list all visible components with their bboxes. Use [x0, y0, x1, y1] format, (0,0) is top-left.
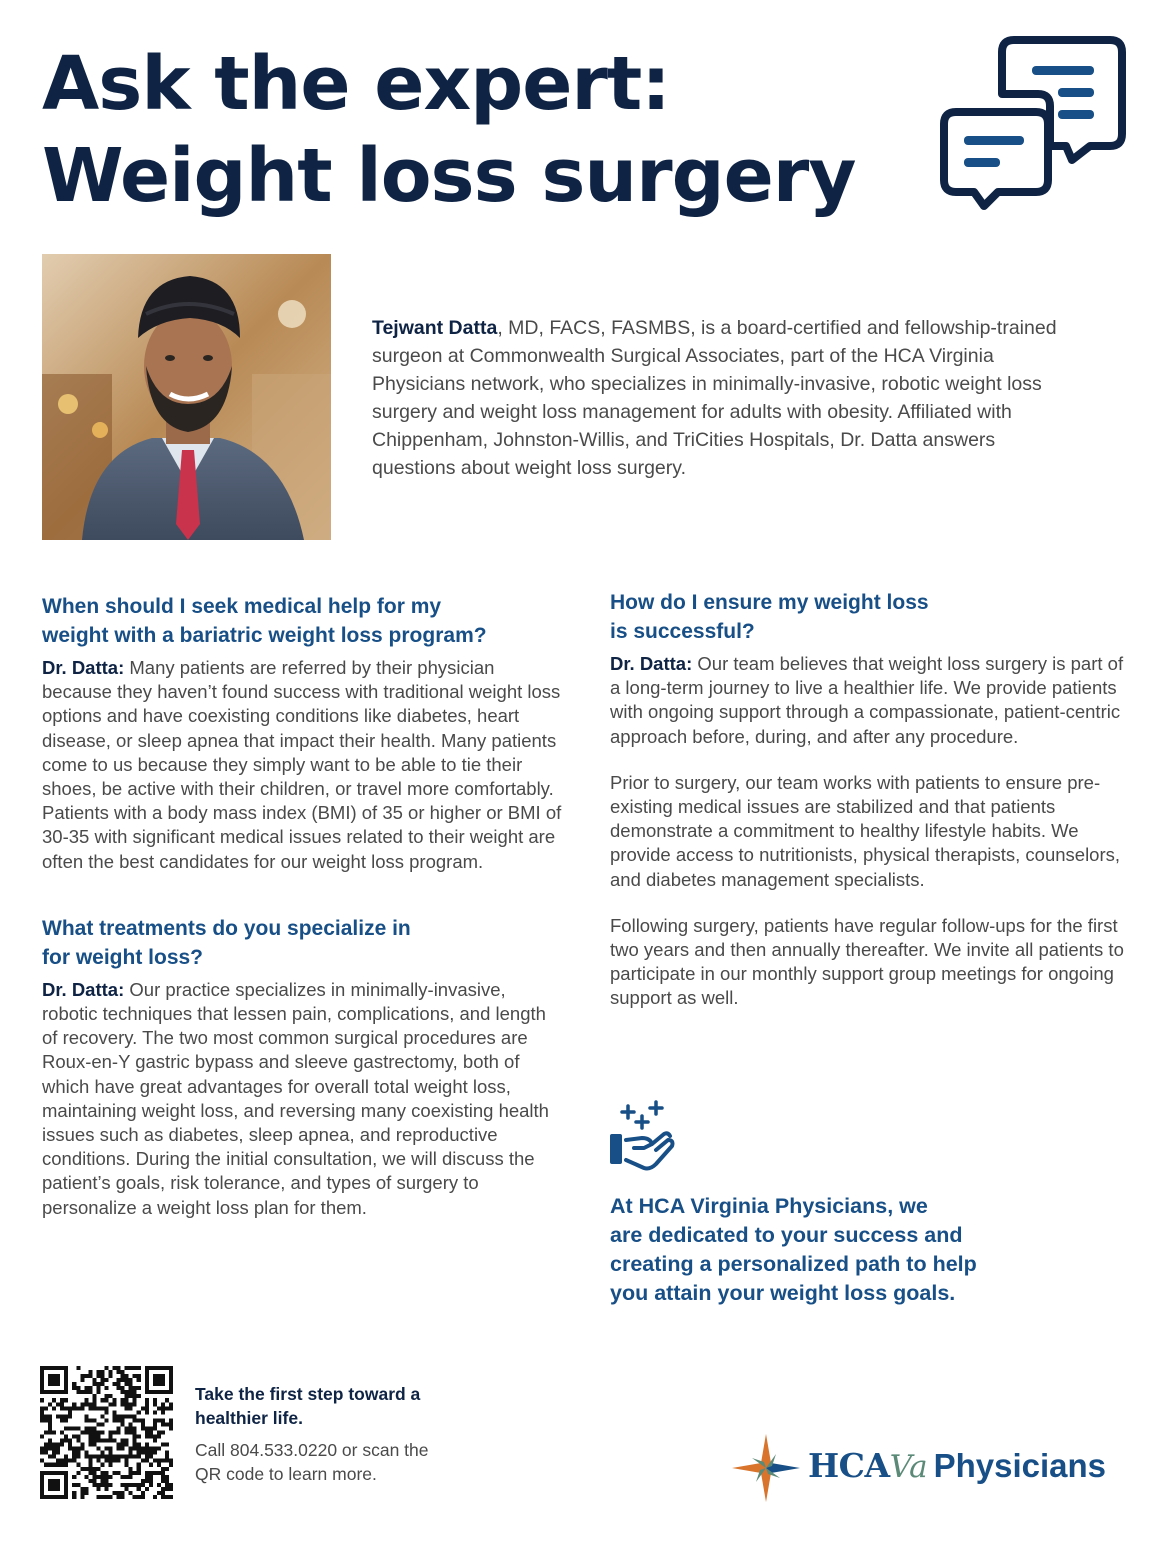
cta-text-line: Call 804.533.0220 or scan the	[195, 1440, 429, 1460]
callout-line: you attain your weight loss goals.	[610, 1281, 956, 1305]
question-line: What treatments do you specialize in	[42, 916, 411, 940]
answer-text	[42, 656, 562, 874]
question-heading	[42, 592, 562, 650]
answer-text	[42, 978, 562, 1220]
page-title	[42, 38, 902, 222]
right-column	[610, 588, 1130, 1033]
qr-code[interactable]	[40, 1366, 173, 1499]
answer-lead: Dr. Datta:	[42, 978, 125, 1000]
question-heading	[42, 914, 562, 972]
answer-paragraph: Following surgery, patients have regular follow-ups for the first two years and then annually thereafter. We invite all patients to participate in our monthly support group meetings for ongoing support as well.	[610, 914, 1124, 1009]
logo-va: Va	[889, 1449, 928, 1485]
cta-title-line: Take the first step toward a	[195, 1384, 421, 1404]
doctor-portrait	[42, 254, 331, 540]
callout-text	[610, 1192, 1040, 1308]
cta-title-line: healthier life.	[195, 1408, 303, 1428]
hca-va-physicians-logo	[730, 1432, 1130, 1504]
question-line: How do I ensure my weight loss	[610, 591, 929, 614]
callout-line: At HCA Virginia Physicians, we	[610, 1194, 928, 1218]
cta-title	[195, 1382, 515, 1430]
call-to-action	[195, 1382, 515, 1486]
left-column	[42, 592, 562, 1242]
title-line-2: Weight loss surgery	[42, 133, 856, 219]
logo-physicians: Physicians	[933, 1447, 1107, 1484]
title-line-1: Ask the expert:	[42, 41, 670, 127]
callout-line: creating a personalized path to help	[610, 1252, 977, 1276]
question-line: is successful?	[610, 620, 755, 643]
callout-line: are dedicated to your success and	[610, 1223, 963, 1247]
logo-wordmark	[808, 1444, 1106, 1489]
question-line: for weight loss?	[42, 945, 204, 969]
bio-text: , MD, FACS, FASMBS, is a board-certified and fellowship-trained surgeon at Commonwealth Surgical Associates, part of the HCA Virginia Physicians network, who specializes in minimally-invasive, robotic weight loss surgery and weight loss management for adults with obesity. Affiliated with Chippenham, Johnston-Willis, and TriCities Hospitals, Dr. Datta answers questions about weight loss surgery.	[372, 317, 1057, 479]
cta-text-line: QR code to learn more.	[195, 1464, 377, 1484]
answer-body: Our practice specializes in minimally-invasive, robotic techniques that lessen pain, complications, and length of recovery. The two most common surgical procedures are Roux-en-Y gastric bypass and sleeve gastrectomy, both of which have great advantages for overall total weight loss, maintaining weight loss, and reversing many coexisting health issues such as diabetes, sleep apnea, and reproductive conditions. During the initial consultation, we will discuss the patient’s goals, risk tolerance, and types of surgery to personalize a weight loss plan for them.	[42, 978, 549, 1218]
answer-body: Our team believes that weight loss surgery is part of a long-term journey to live a healthier life. We provide patients with ongoing support through a compassionate, patient-centric approach before, during, and after any procedure.	[610, 653, 1124, 747]
chat-bubbles-icon	[938, 36, 1128, 212]
doctor-bio	[372, 314, 1072, 482]
question-line: weight with a bariatric weight loss program?	[42, 624, 487, 647]
compass-star-icon	[730, 1432, 802, 1504]
logo-hca: HCA	[808, 1446, 890, 1485]
cta-text	[195, 1438, 515, 1486]
question-line: When should I seek medical help for my	[42, 595, 442, 618]
caring-hand-sparkle-icon	[606, 1098, 678, 1174]
answer-body: Many patients are referred by their physician because they haven’t found success with traditional weight loss options and have coexisting conditions like diabetes, heart disease, or sleep apnea that impact their health. Many patients come to us because they simply want to be able to tie their shoes, be active with their children, or travel more comfortably. Patients with a body mass index (BMI) of 35 or higher or BMI of 30-35 with significant medical issues related to their weight are often the best candidates for our weight loss program.	[42, 657, 562, 872]
answer-text	[610, 652, 1130, 749]
answer-paragraph: Prior to surgery, our team works with patients to ensure pre-existing medical issues are stabilized and that patients demonstrate a commitment to healthy lifestyle habits. We provide access to nutritionists, physical therapists, counselors, and diabetes management specialists.	[610, 771, 1121, 890]
answer-lead: Dr. Datta:	[610, 653, 693, 674]
question-heading	[610, 588, 1130, 646]
answer-lead: Dr. Datta:	[42, 657, 125, 678]
doctor-name: Tejwant Datta	[372, 317, 498, 339]
